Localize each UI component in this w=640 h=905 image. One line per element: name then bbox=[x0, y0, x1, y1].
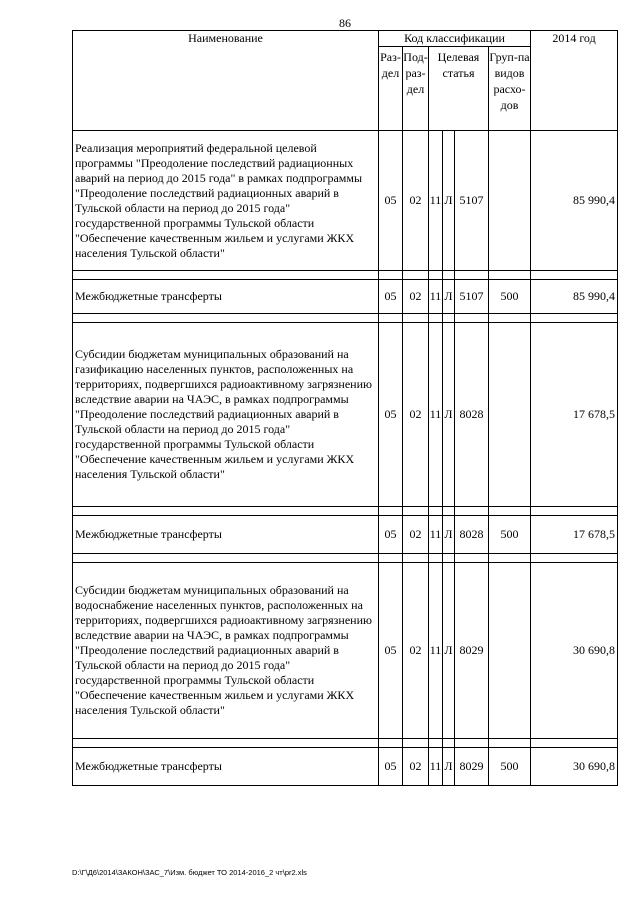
row-name: Межбюджетные трансферты bbox=[73, 516, 379, 554]
spacer-cell bbox=[443, 507, 455, 516]
row-target-part3: 8028 bbox=[455, 323, 489, 507]
header-target-item: Целевая статья bbox=[429, 47, 489, 131]
spacer-cell bbox=[443, 314, 455, 323]
table-row bbox=[73, 563, 618, 739]
spacer-cell bbox=[443, 271, 455, 280]
row-subsection: 02 bbox=[403, 131, 429, 271]
row-section: 05 bbox=[379, 516, 403, 554]
row-subsection: 02 bbox=[403, 323, 429, 507]
row-amount: 30 690,8 bbox=[531, 563, 618, 739]
header-classification-code: Код классификации bbox=[379, 31, 531, 47]
spacer-cell bbox=[429, 271, 443, 280]
row-name: Субсидии бюджетам муниципальных образований на водоснабжение населенных пунктов, расположенных на территориях, подвергшихся радиоактивному загрязнению вследствие аварии на ЧАЭС, в рамках подпрограммы "Преодоление последствий радиационных аварий в Тульской области на период до 2015 года" государственной программы Тульской области "Обеспечение качественным жильем и услугами ЖКХ населения Тульской области" bbox=[73, 563, 379, 739]
spacer-cell bbox=[531, 554, 618, 563]
spacer-cell bbox=[455, 314, 489, 323]
row-target-part1: 11 bbox=[429, 323, 443, 507]
row-subsection: 02 bbox=[403, 516, 429, 554]
spacer-cell bbox=[489, 271, 531, 280]
spacer-cell bbox=[403, 271, 429, 280]
spacer-cell bbox=[73, 314, 379, 323]
row-target-part3: 5107 bbox=[455, 131, 489, 271]
row-expense-group bbox=[489, 563, 531, 739]
row-subsection: 02 bbox=[403, 563, 429, 739]
row-name: Межбюджетные трансферты bbox=[73, 280, 379, 314]
row-name: Реализация мероприятий федеральной целевой программы "Преодоление последствий радиационных аварий на период до 2015 года" в рамках подпрограммы "Преодоление последствий радиационных аварий в Тульской области на период до 2015 года" государственной программы Тульской области "Обеспечение качественным жильем и услугами ЖКХ населения Тульской области" bbox=[73, 131, 379, 271]
row-amount: 85 990,4 bbox=[531, 131, 618, 271]
row-target-part2: Л bbox=[443, 131, 455, 271]
table-row bbox=[73, 748, 618, 786]
spacer-cell bbox=[73, 271, 379, 280]
budget-table bbox=[72, 30, 618, 786]
spacer-row bbox=[73, 314, 618, 323]
spacer-cell bbox=[489, 314, 531, 323]
spacer-cell bbox=[443, 554, 455, 563]
row-amount: 85 990,4 bbox=[531, 280, 618, 314]
page-number: 86 bbox=[339, 16, 351, 30]
row-expense-group bbox=[489, 323, 531, 507]
spacer-cell bbox=[489, 507, 531, 516]
spacer-cell bbox=[403, 739, 429, 748]
spacer-cell bbox=[429, 314, 443, 323]
row-target-part1: 11 bbox=[429, 131, 443, 271]
row-expense-group: 500 bbox=[489, 280, 531, 314]
row-name: Субсидии бюджетам муниципальных образований на газификацию населенных пунктов, расположенных на территориях, подвергшихся радиоактивному загрязнению вследствие аварии на ЧАЭС, в рамках подпрограммы "Преодоление последствий радиационных аварий в Тульской области на период до 2015 года" государственной программы Тульской области "Обеспечение качественным жильем и услугами ЖКХ населения Тульской области" bbox=[73, 323, 379, 507]
spacer-cell bbox=[531, 507, 618, 516]
spacer-cell bbox=[455, 739, 489, 748]
row-amount: 17 678,5 bbox=[531, 323, 618, 507]
row-target-part1: 11 bbox=[429, 563, 443, 739]
row-target-part1: 11 bbox=[429, 516, 443, 554]
row-name: Межбюджетные трансферты bbox=[73, 748, 379, 786]
spacer-cell bbox=[403, 507, 429, 516]
spacer-row bbox=[73, 271, 618, 280]
row-target-part3: 8029 bbox=[455, 563, 489, 739]
table-row bbox=[73, 280, 618, 314]
row-target-part1: 11 bbox=[429, 280, 443, 314]
spacer-cell bbox=[379, 507, 403, 516]
spacer-row bbox=[73, 739, 618, 748]
row-subsection: 02 bbox=[403, 748, 429, 786]
row-expense-group: 500 bbox=[489, 516, 531, 554]
row-target-part2: Л bbox=[443, 323, 455, 507]
spacer-cell bbox=[443, 739, 455, 748]
row-section: 05 bbox=[379, 748, 403, 786]
footer-file-path: D:\Г\Д6\2014\ЗАКОН\ЗАС_7\Изм. бюджет ТО 2014-2016_2 чт\pr2.xls bbox=[72, 868, 307, 877]
row-target-part2: Л bbox=[443, 280, 455, 314]
spacer-cell bbox=[489, 554, 531, 563]
spacer-cell bbox=[73, 739, 379, 748]
header-year: 2014 год bbox=[531, 31, 618, 131]
row-section: 05 bbox=[379, 323, 403, 507]
row-amount: 30 690,8 bbox=[531, 748, 618, 786]
spacer-cell bbox=[531, 314, 618, 323]
table-row bbox=[73, 516, 618, 554]
spacer-cell bbox=[379, 554, 403, 563]
spacer-cell bbox=[455, 271, 489, 280]
row-target-part3: 5107 bbox=[455, 280, 489, 314]
spacer-cell bbox=[455, 507, 489, 516]
row-target-part3: 8028 bbox=[455, 516, 489, 554]
spacer-cell bbox=[489, 739, 531, 748]
spacer-cell bbox=[531, 271, 618, 280]
header-name: Наименование bbox=[73, 31, 379, 131]
row-target-part1: 11 bbox=[429, 748, 443, 786]
row-section: 05 bbox=[379, 280, 403, 314]
row-amount: 17 678,5 bbox=[531, 516, 618, 554]
header-section: Раз-дел bbox=[379, 47, 403, 131]
spacer-cell bbox=[73, 554, 379, 563]
row-target-part2: Л bbox=[443, 516, 455, 554]
row-section: 05 bbox=[379, 131, 403, 271]
spacer-row bbox=[73, 507, 618, 516]
spacer-cell bbox=[379, 271, 403, 280]
spacer-cell bbox=[429, 739, 443, 748]
spacer-cell bbox=[429, 507, 443, 516]
spacer-cell bbox=[531, 739, 618, 748]
spacer-cell bbox=[73, 507, 379, 516]
table-row bbox=[73, 131, 618, 271]
row-target-part3: 8029 bbox=[455, 748, 489, 786]
row-expense-group bbox=[489, 131, 531, 271]
spacer-row bbox=[73, 554, 618, 563]
row-expense-group: 500 bbox=[489, 748, 531, 786]
spacer-cell bbox=[379, 314, 403, 323]
row-section: 05 bbox=[379, 563, 403, 739]
spacer-cell bbox=[403, 554, 429, 563]
row-target-part2: Л bbox=[443, 748, 455, 786]
table-row bbox=[73, 323, 618, 507]
spacer-cell bbox=[403, 314, 429, 323]
row-target-part2: Л bbox=[443, 563, 455, 739]
row-subsection: 02 bbox=[403, 280, 429, 314]
spacer-cell bbox=[379, 739, 403, 748]
spacer-cell bbox=[429, 554, 443, 563]
header-expense-group: Груп-па видов расхо-дов bbox=[489, 47, 531, 131]
header-subsection: Под-раз-дел bbox=[403, 47, 429, 131]
spacer-cell bbox=[455, 554, 489, 563]
